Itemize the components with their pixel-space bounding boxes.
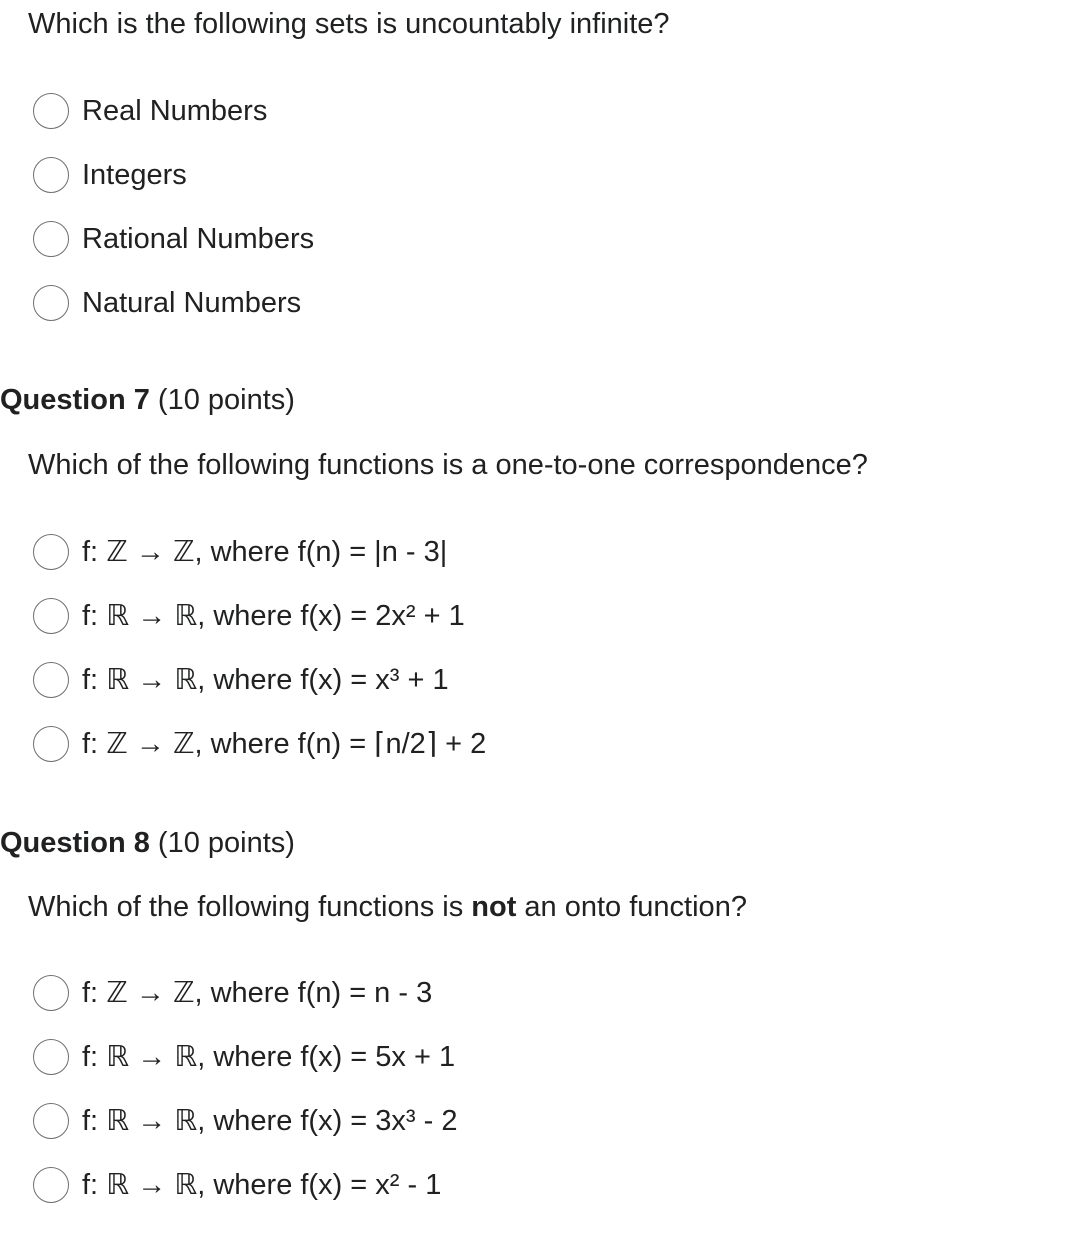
option-label: Integers bbox=[82, 159, 187, 191]
option-label: f: ℝ → ℝ, where f(x) = x³ + 1 bbox=[82, 664, 449, 696]
option-label: Real Numbers bbox=[82, 95, 268, 127]
q7-header bbox=[0, 382, 295, 418]
q7-title: Question 7 bbox=[0, 384, 150, 416]
option-label: f: ℤ → ℤ, where f(n) = |n - 3| bbox=[82, 536, 448, 568]
radio-button[interactable] bbox=[33, 975, 69, 1011]
q6-prompt: Which is the following sets is uncountably infinite? bbox=[28, 8, 670, 40]
q8-option-4[interactable] bbox=[33, 1165, 441, 1205]
radio-button[interactable] bbox=[33, 598, 69, 634]
option-label: f: ℤ → ℤ, where f(n) = n - 3 bbox=[82, 977, 433, 1009]
q7-option-2[interactable] bbox=[33, 596, 465, 636]
option-label: f: ℝ → ℝ, where f(x) = x² - 1 bbox=[82, 1169, 442, 1201]
q7-points: (10 points) bbox=[157, 384, 295, 416]
radio-button[interactable] bbox=[33, 726, 69, 762]
q7-prompt: Which of the following functions is a one-to-one correspondence? bbox=[28, 449, 868, 481]
q8-prompt bbox=[28, 889, 747, 925]
q8-header bbox=[0, 825, 295, 861]
radio-button[interactable] bbox=[33, 534, 69, 570]
option-label: f: ℝ → ℝ, where f(x) = 3x³ - 2 bbox=[82, 1105, 458, 1137]
q8-prompt-start: Which of the following functions is bbox=[28, 891, 472, 923]
q7-option-1[interactable] bbox=[33, 532, 447, 572]
option-label: Rational Numbers bbox=[82, 223, 315, 255]
radio-button[interactable] bbox=[33, 221, 69, 257]
q8-option-3[interactable] bbox=[33, 1101, 458, 1141]
q8-prompt-emphasis: not bbox=[471, 891, 517, 923]
q7-option-3[interactable] bbox=[33, 660, 449, 700]
radio-button[interactable] bbox=[33, 93, 69, 129]
radio-button[interactable] bbox=[33, 1103, 69, 1139]
radio-button[interactable] bbox=[33, 662, 69, 698]
q8-option-1[interactable] bbox=[33, 973, 432, 1013]
q8-title: Question 8 bbox=[0, 827, 150, 859]
radio-button[interactable] bbox=[33, 157, 69, 193]
q6-option-natural-numbers[interactable] bbox=[33, 283, 301, 323]
q6-option-integers[interactable] bbox=[33, 155, 187, 195]
radio-button[interactable] bbox=[33, 285, 69, 321]
option-label: f: ℝ → ℝ, where f(x) = 5x + 1 bbox=[82, 1041, 456, 1073]
q8-points: (10 points) bbox=[157, 827, 295, 859]
q8-option-2[interactable] bbox=[33, 1037, 455, 1077]
q7-option-4[interactable] bbox=[33, 724, 486, 764]
q6-option-rational-numbers[interactable] bbox=[33, 219, 314, 259]
q6-option-real-numbers[interactable] bbox=[33, 91, 267, 131]
q8-prompt-end: an onto function? bbox=[516, 891, 747, 923]
option-label: f: ℤ → ℤ, where f(n) = ⌈n/2⌉ + 2 bbox=[82, 728, 487, 760]
radio-button[interactable] bbox=[33, 1167, 69, 1203]
option-label: f: ℝ → ℝ, where f(x) = 2x² + 1 bbox=[82, 600, 465, 632]
option-label: Natural Numbers bbox=[82, 287, 302, 319]
radio-button[interactable] bbox=[33, 1039, 69, 1075]
